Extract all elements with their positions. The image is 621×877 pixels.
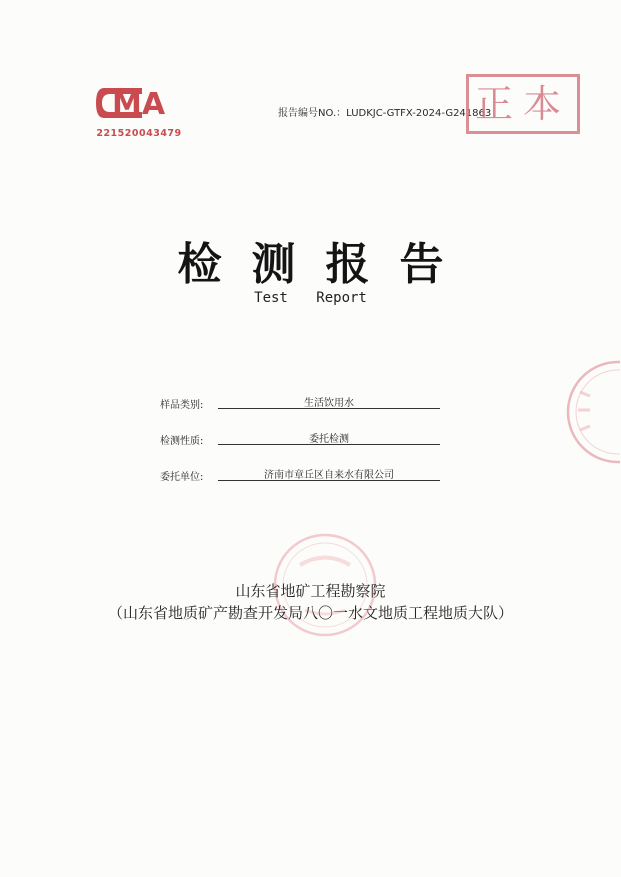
field-label: 委托单位: (160, 472, 204, 483)
report-title-chinese: 检测报告 (177, 239, 474, 290)
field-value: 生活饮用水 (218, 394, 440, 409)
cma-certification-logo (92, 80, 186, 142)
official-seal-right-icon (560, 352, 620, 472)
report-title-english: Test Report (254, 290, 367, 306)
cma-number: 221520043479 (96, 128, 182, 139)
original-copy-stamp: 正本 (466, 74, 580, 134)
report-number-value: LUDKJC-GTFX-2024-G241863 (346, 108, 492, 119)
cma-mark-icon (92, 80, 186, 126)
report-number-label: 报告编号NO.： (278, 108, 347, 119)
field-label: 检测性质: (160, 436, 204, 447)
field-value: 委托检测 (218, 430, 440, 445)
organization-name: 山东省地矿工程勘察院 (235, 582, 386, 600)
cma-logo-text: MA (112, 87, 166, 122)
field-value: 济南市章丘区自来水有限公司 (218, 466, 440, 481)
field-label: 样品类别: (160, 400, 204, 411)
report-number (278, 104, 491, 119)
organization-alt-name: （山东省地质矿产勘查开发局八〇一水文地质工程地质大队） (107, 604, 513, 622)
